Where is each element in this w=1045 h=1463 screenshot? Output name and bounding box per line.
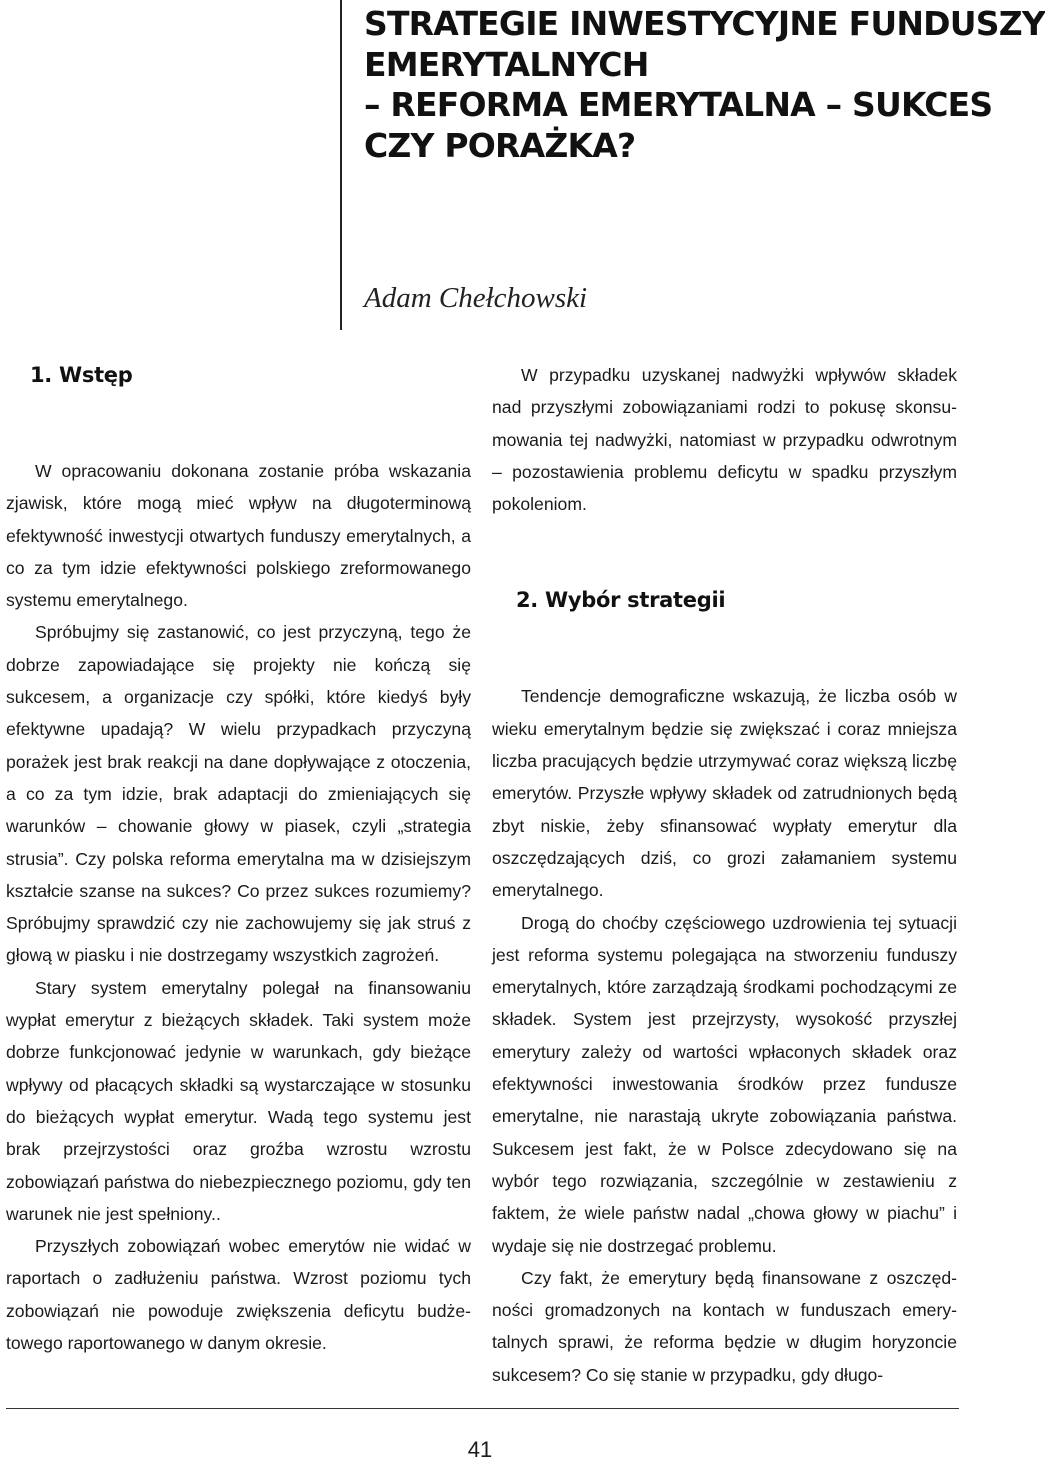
section-heading-introduction: 1. Wstęp [30,363,133,387]
body-paragraph: Stary system emerytalny polegał na finansowaniu wypłat emerytur z bieżących składek. Taki system może dobrze funkcjonować jedynie w warunkach, gdy bieżące wpływy od płacących składki są wystarczające w stosunku do bieżących wypłat emerytur. Wadą tego systemu jest brak przejrzystości oraz groźba wzrostu wzrostu zobowiązań państwa do niebezpiecznego poziomu, gdy ten warunek nie jest spełniony.. [6,977,471,1224]
body-paragraph: W opracowaniu dokonana zostanie próba wskazania zjawisk, które mogą mieć wpływ na długoterminową efektywność inwestycji otwartych funduszy emerytalnych, a co za tym idzie efektywności polskiego zreformowanego systemu emerytalnego. [6,461,471,611]
title-line: CZY PORAŻKA? [364,125,636,165]
body-paragraph: Drogą do choćby częściowego uzdrowienia tej sytuacji jest reforma systemu polegająca na stworzeniu funduszy emerytalnych, które zarządzają środkami pochodzącymi ze składek. System jest przejrzysty, wysokość przyszłej emerytury zależy od wartości wpłaconych składek oraz efektywności inwestowania środków przez fundusze emerytalne, nie narastają ukryte zobowiązania państwa. Sukcesem jest fakt, że w Polsce zdecydowano się na wybór tego rozwiązania, szczególnie w zestawieniu z faktem, że wiele państw nadal „chowa głowy w piachu” i wydaje się nie dostrzegać problemu. [492,912,957,1256]
left-column [6,359,471,1359]
footer-rule [6,1408,959,1409]
page-number: 41 [467,1437,493,1462]
body-paragraph: W przypadku uzyskanej nadwyżki wpływów składek nad przyszłymi zobowiązaniami rodzi to pokusę skonsumowania tej nadwyżki, natomiast w przypadku odwrotnym – pozostawienia problemu deficytu w spadku przyszłym pokoleniom. [492,365,957,515]
title-line: – REFORMA EMERYTALNA – SUKCES [364,85,993,124]
header-vertical-rule [340,0,342,330]
body-paragraph: Tendencje demograficzne wskazują, że liczba osób w wieku emerytalnym będzie się zwiększać i coraz mniejsza liczba pracujących będzie utrzymywać coraz większą liczbę emerytów. Przyszłe wpływy składek od zatrudnionych będą zbyt niskie, żeby sfinansować wypłaty emerytur dla oszczędzających dziś, co grozi załamaniem systemu emerytalnego. [492,686,957,901]
body-paragraph: Spróbujmy się zastanowić, co jest przyczyną, tego że dobrze zapowiadające się projekty nie kończą się sukcesem, a organizacje czy spółki, które kiedyś były efektywne upadają? W wielu przypadkach przyczyną porażek jest brak reakcji na dane dopływające z otoczenia, a co za tym idzie, brak adaptacji do zmieniających się warunków – chowanie głowy w piasek, czyli „strategia strusia”. Czy polska reforma emerytalna ma w dzisiejszym kształcie szanse na sukces? Co przez sukces rozumiemy? Spróbujmy sprawdzić czy nie zachowujemy się jak struś z głową w piasku i nie dostrzegamy wszystkich zagrożeń. [6,622,471,966]
body-paragraph: Przyszłych zobowiązań wobec emerytów nie widać w raportach o zadłużeniu państwa. Wzrost poziomu tych zobowiązań nie powoduje zwiększenia deficytu budżetowego raportowanego w danym okresie. [6,1236,471,1354]
body-paragraph: Czy fakt, że emerytury będą finansowane z oszczędności gromadzonych na kontach w funduszach emerytalnych sprawi, że reforma będzie w długim horyzoncie sukcesem? Co się stanie w przypadku, gdy długo- [492,1267,957,1385]
title-line: STRATEGIE INWESTYCYJNE FUNDUSZY [364,4,1045,43]
right-column [492,359,957,1391]
section-heading-strategy: 2. Wybór strategii [516,588,726,613]
author-name: Adam Chełchowski [364,282,588,314]
title-line: EMERYTALNYCH [364,44,649,84]
article-title [364,4,1045,166]
